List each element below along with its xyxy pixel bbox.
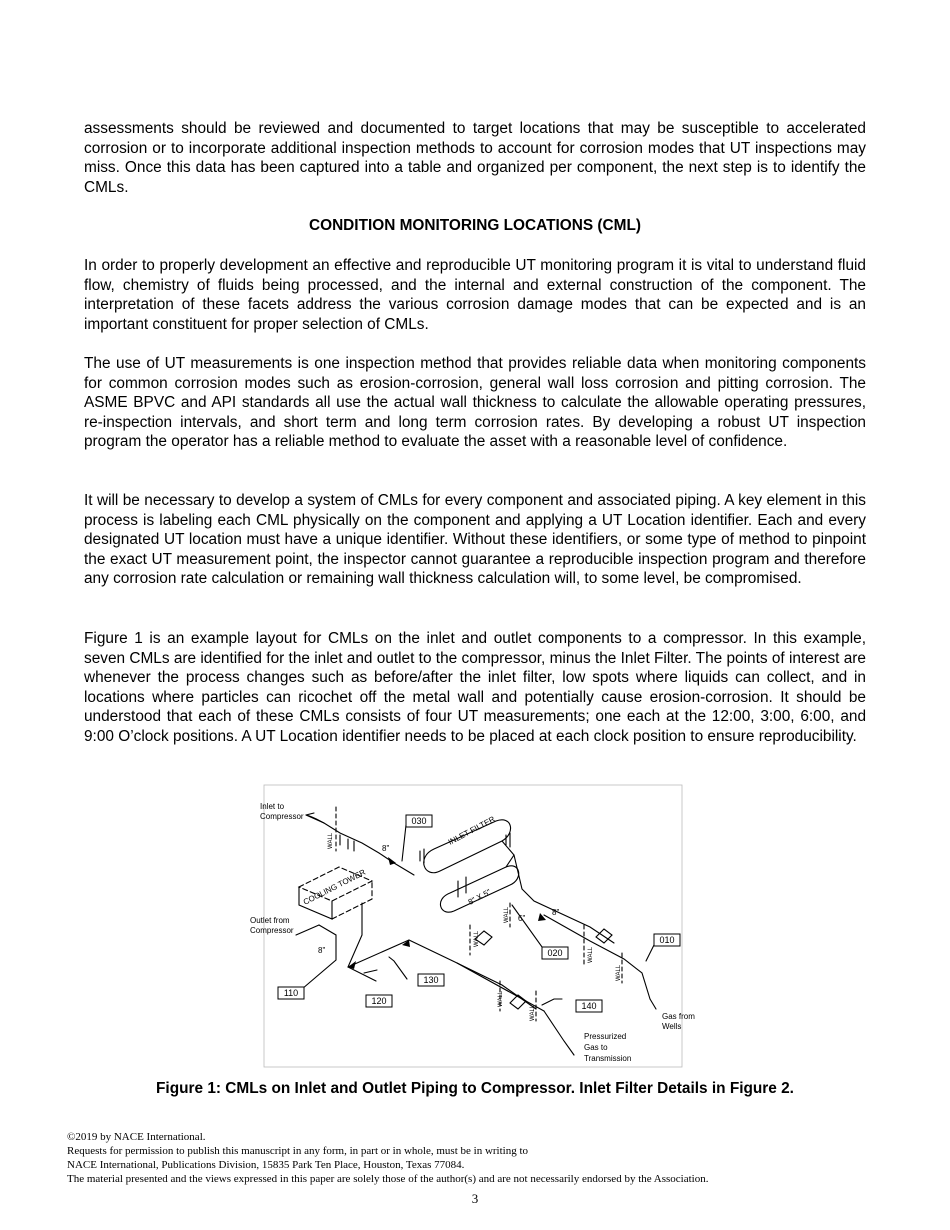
wall-label: WALL (328, 832, 334, 849)
copyright-notice: ©2019 by NACE International. (67, 1131, 206, 1143)
body-paragraph-5: Figure 1 is an example layout for CMLs on the inlet and outlet components to a compressor. In this example, seven CMLs are identified for the inlet and outlet to the compressor, minus the Inlet Filter. The points of interest are whenever the process changes such as before/after the inlet filter, low spots where liquids can collect, and in locations where particles can ricochet off the metal wall and potentially cause erosion-corrosion. It should be understood that each of these CMLs consists of four UT measurements; one each at the 12:00, 3:00, 6:00, and 9:00 O’clock positions. A UT Location identifier needs to be placed at each clock position to ensure reproducibility. (84, 630, 866, 745)
cml-label: 130 (423, 975, 439, 985)
pipe-size-label: 6" (518, 914, 526, 923)
wall-label: WALL (474, 930, 480, 947)
cml-label: 020 (547, 948, 563, 958)
outlet-label-line2: Compressor (250, 926, 294, 935)
cml-label: 140 (581, 1001, 597, 1011)
wall-label: WALL (530, 1004, 536, 1021)
figure-caption: Figure 1: CMLs on Inlet and Outlet Piping to Compressor. Inlet Filter Details in Figure 2. (156, 1080, 794, 1097)
page-footer (67, 1130, 883, 1186)
cooling-tower-label: COOLING TOWER (301, 867, 368, 907)
outlet-label-line1: Outlet from (250, 916, 290, 925)
wall-label: WALL (498, 990, 504, 1007)
wall-label: WALL (588, 946, 594, 963)
permission-notice: Requests for permission to publish this manuscript in any form, in part or in whole, must be in writing to (67, 1145, 529, 1157)
piping-isometric-figure (244, 785, 695, 1070)
cml-label: 030 (411, 816, 427, 826)
body-paragraph-2: In order to properly development an effective and reproducible UT monitoring program it is vital to understand fluid flow, chemistry of fluids being processed, and the internal and external construction of the component. The interpretation of these facets address the various corrosion damage modes that can be expected and is an important constituent for proper selection of CMLs. (84, 257, 866, 333)
cml-label: 110 (283, 988, 299, 998)
cml-label: 120 (371, 996, 387, 1006)
inlet-label-line1: Inlet to (260, 802, 285, 811)
wall-label: WALL (616, 964, 622, 981)
body-paragraph-4: It will be necessary to develop a system of CMLs for every component and associated piping. A key element in this process is labeling each CML physically on the component and applying a UT Location identifier. Each and every designated UT location must have a unique identifier. Without these identifiers, or some type of method to pinpoint the exact UT measurement point, the inspector cannot guarantee a reproducible inspection program and therefore any corrosion rate calculation or remaining wall thickness calculation will, to some level, be compromised. (84, 492, 866, 588)
disclaimer: The material presented and the views expressed in this paper are solely those of the author(s) and are not necessarily endorsed by the Association. (67, 1173, 709, 1185)
section-heading: CONDITION MONITORING LOCATIONS (CML) (308, 217, 641, 234)
cml-label: 010 (659, 935, 675, 945)
publisher-address: NACE International, Publications Division, 15835 Park Ten Place, Houston, Texas 77084. (67, 1159, 465, 1171)
gas-wells-line1: Gas from (662, 1012, 695, 1021)
transmission-line1: Pressurized (584, 1032, 627, 1041)
pipe-size-label: 8" (382, 844, 390, 853)
pipe-size-label: 8" (552, 908, 560, 917)
body-paragraph-3: The use of UT measurements is one inspection method that provides reliable data when monitoring components for common corrosion modes such as erosion-corrosion, general wall loss corrosion and pitting corrosion. The ASME BPVC and API standards all use the actual wall thickness to calculate the allowable operating pressures, re-inspection intervals, and short term and long term corrosion rates. By developing a robust UT inspection program the operator has a reliable method to evaluate the asset with a reasonable level of confidence. (84, 355, 866, 451)
pipe-size-label: 8" (318, 946, 326, 955)
wall-label: WALL (504, 906, 510, 923)
inlet-label-line2: Compressor (260, 812, 304, 821)
body-paragraph-1: assessments should be reviewed and documented to target locations that may be susceptible to accelerated corrosion or to incorporate additional inspection methods to account for corrosion modes that UT inspections may miss. Once this data has been captured into a table and organized per component, the next step is to identify the CMLs. (84, 120, 866, 196)
filter-size-label: 8" X 5" (466, 887, 493, 907)
transmission-line2: Gas to (584, 1043, 608, 1052)
page-number: 3 (471, 1191, 479, 1206)
transmission-line3: Transmission (584, 1054, 632, 1063)
gas-wells-line2: Wells (662, 1022, 682, 1031)
inlet-filter-label: INLET FILTER (446, 814, 497, 847)
